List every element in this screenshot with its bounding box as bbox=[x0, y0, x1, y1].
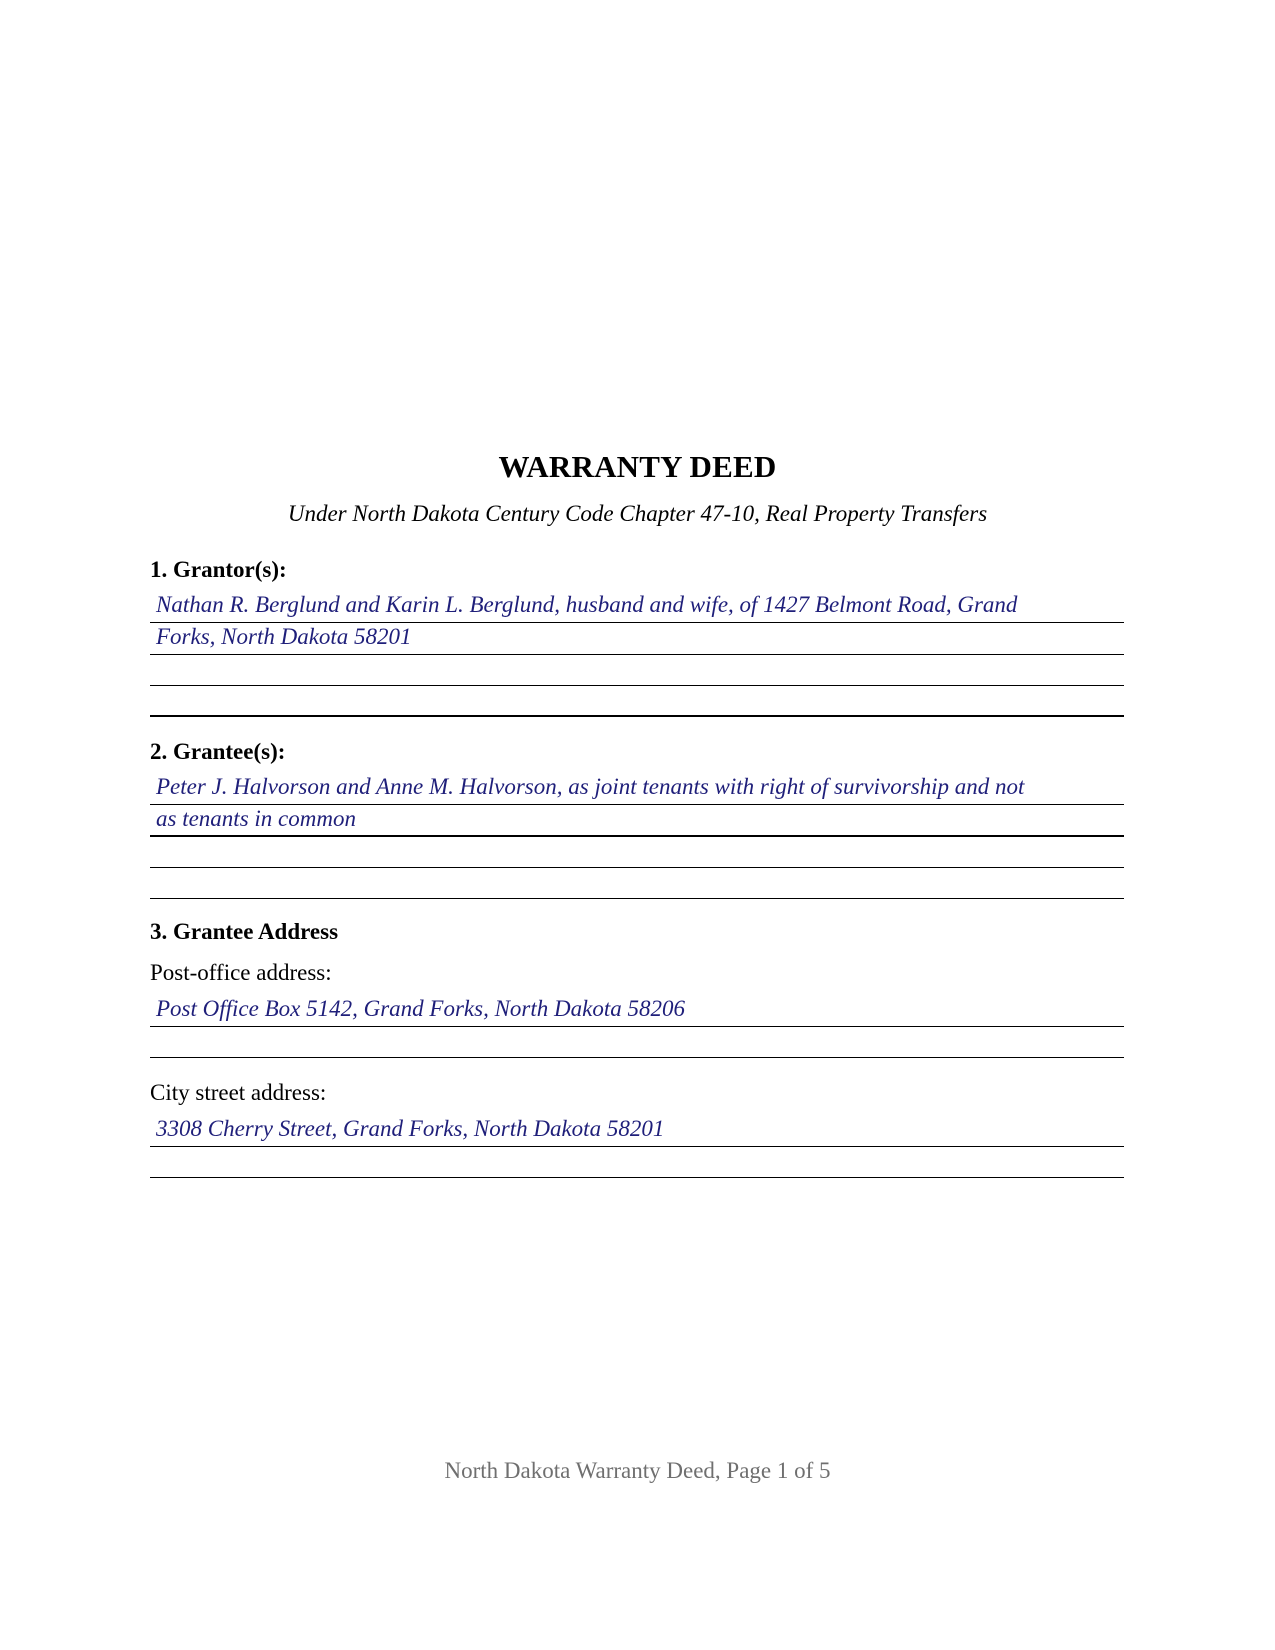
grantee-line-1[interactable]: Peter J. Halvorson and Anne M. Halvorson, as joint tenants with right of survivorship and not bbox=[156, 774, 1025, 799]
post-office-value[interactable]: Post Office Box 5142, Grand Forks, North Dakota 58206 bbox=[156, 996, 685, 1021]
city-street-label: City street address: bbox=[150, 1080, 327, 1105]
grantor-rule-4 bbox=[150, 715, 1124, 717]
grantee-address-heading: 3. Grantee Address bbox=[150, 919, 339, 944]
grantor-line-1[interactable]: Nathan R. Berglund and Karin L. Berglund, husband and wife, of 1427 Belmont Road, Grand bbox=[156, 592, 1018, 617]
document-title: WARRANTY DEED bbox=[498, 449, 777, 484]
city-street-value[interactable]: 3308 Cherry Street, Grand Forks, North Dakota 58201 bbox=[156, 1116, 665, 1141]
grantee-heading: 2. Grantee(s): bbox=[150, 739, 286, 764]
post-office-rule-1 bbox=[150, 1026, 1124, 1027]
grantor-rule-2 bbox=[150, 654, 1124, 655]
grantor-line-2[interactable]: Forks, North Dakota 58201 bbox=[156, 624, 412, 649]
grantor-rule-3 bbox=[150, 685, 1124, 686]
city-street-rule-1 bbox=[150, 1146, 1124, 1147]
post-office-label: Post-office address: bbox=[150, 960, 332, 985]
grantee-rule-4 bbox=[150, 898, 1124, 899]
grantee-rule-2 bbox=[150, 835, 1124, 837]
document-subtitle: Under North Dakota Century Code Chapter 47-10, Real Property Transfers bbox=[287, 501, 988, 526]
city-street-rule-2 bbox=[150, 1177, 1124, 1178]
page-footer: North Dakota Warranty Deed, Page 1 of 5 bbox=[444, 1458, 831, 1483]
grantee-rule-3 bbox=[150, 867, 1124, 868]
grantor-heading: 1. Grantor(s): bbox=[150, 557, 287, 582]
post-office-rule-2 bbox=[150, 1057, 1124, 1058]
grantee-line-2[interactable]: as tenants in common bbox=[156, 806, 356, 831]
